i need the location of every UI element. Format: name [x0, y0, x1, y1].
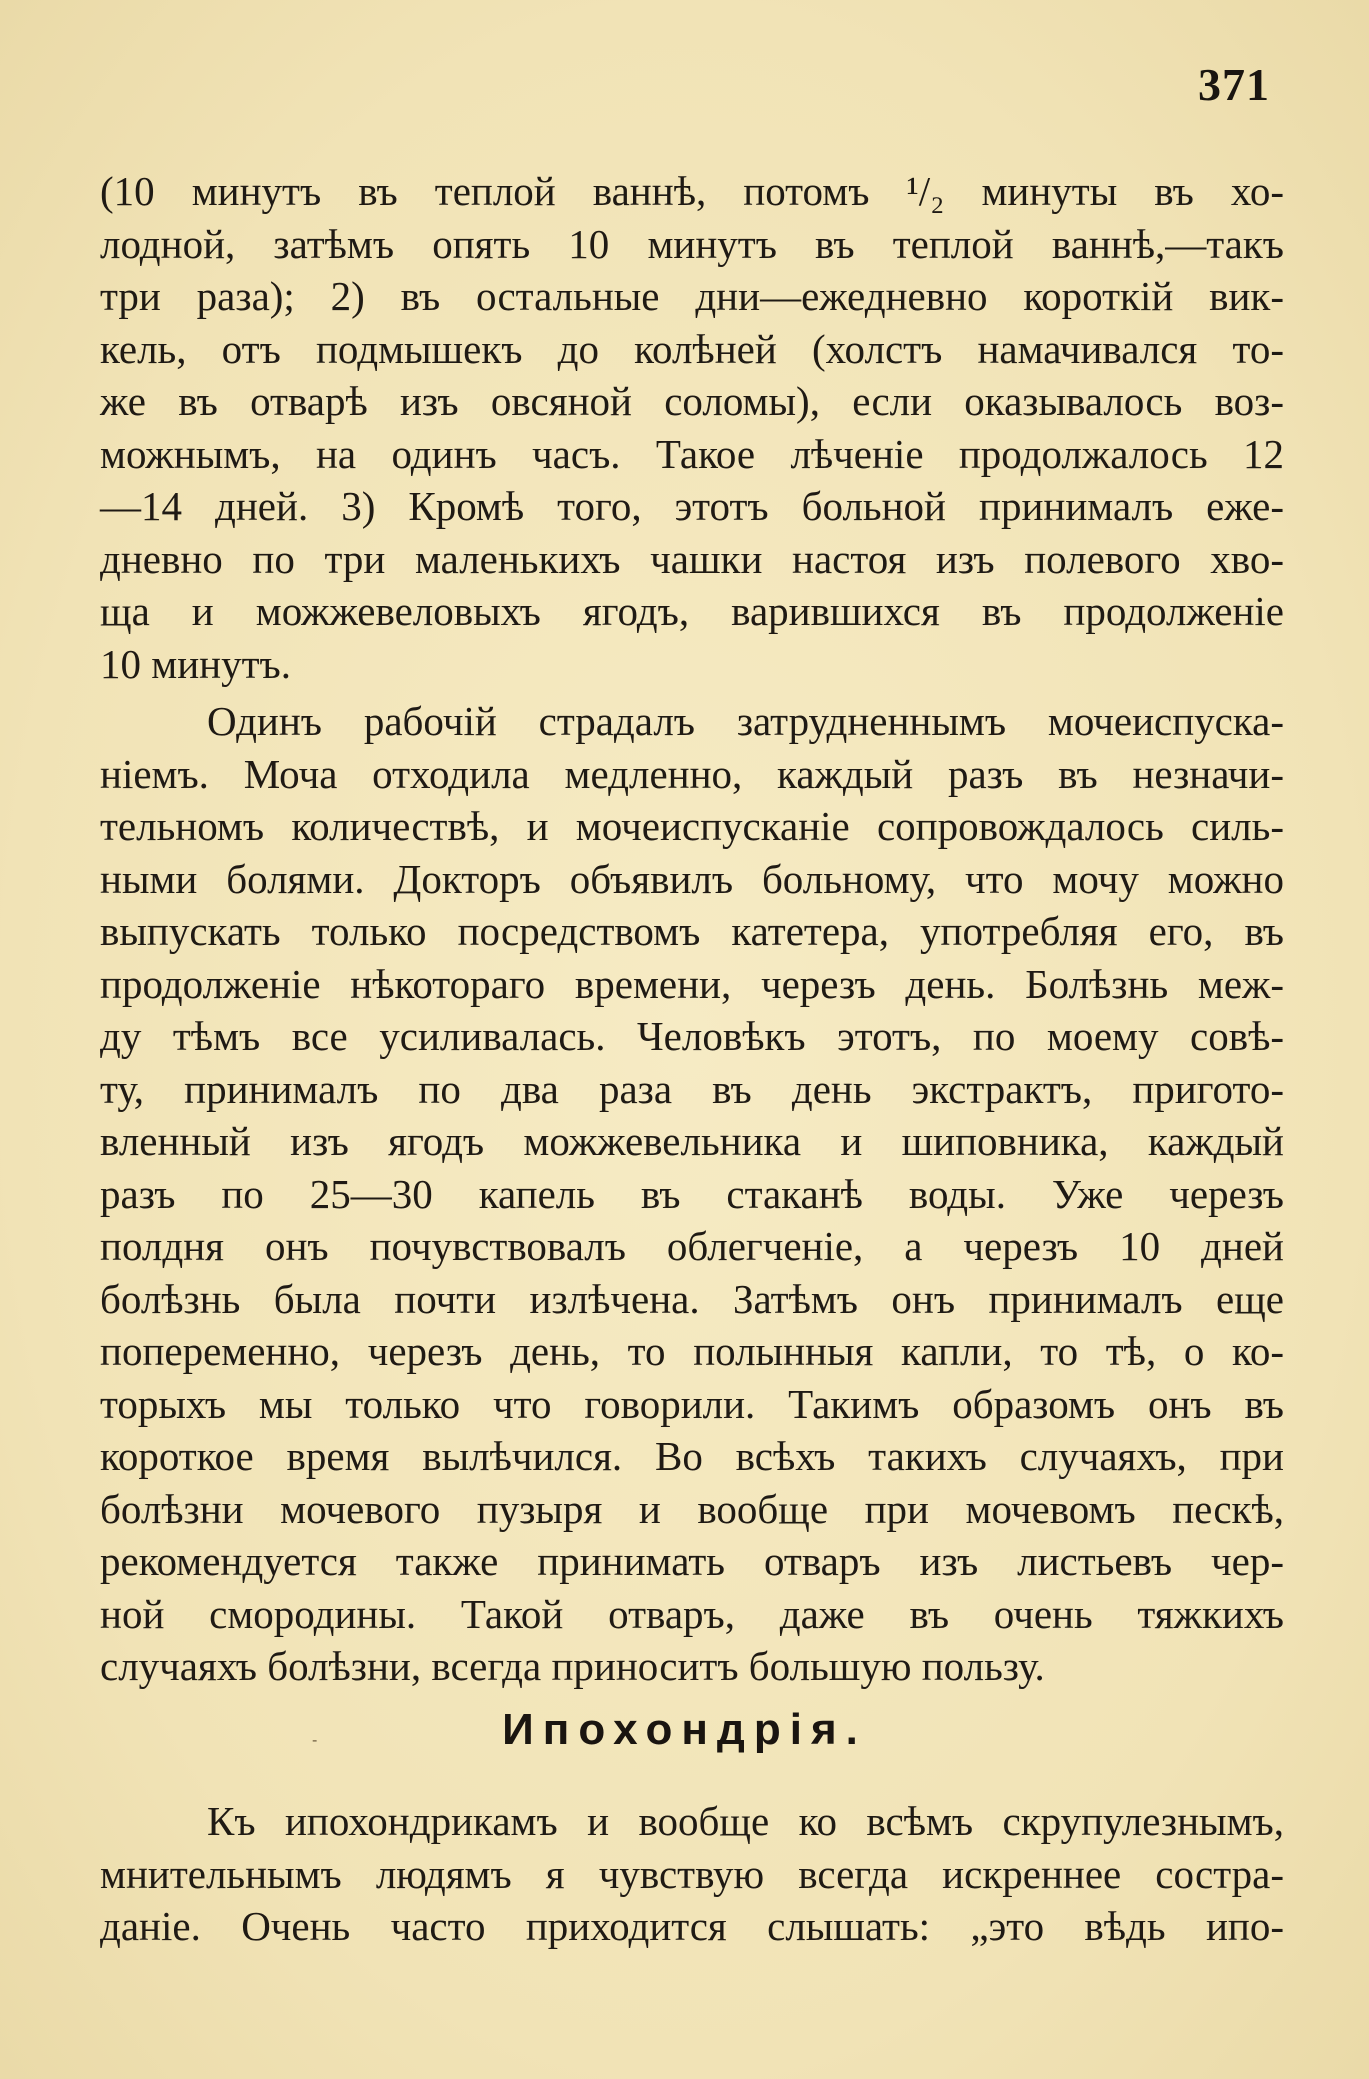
- paragraph-treatment-continued: [100, 165, 1284, 690]
- text-line: продолженіе нѣкотораго времени, черезъ день. Болѣзнь меж-: [100, 960, 1284, 1007]
- text-line: ніемъ. Моча отходила медленно, каждый разъ въ незначи-: [100, 750, 1284, 797]
- text-line: кель, отъ подмышекъ до колѣней (холстъ намачивался то-: [100, 325, 1284, 372]
- text-line: болѣзни мочевого пузыря и вообще при мочевомъ пескѣ,: [100, 1485, 1284, 1532]
- section-heading: Ипохондрія.: [502, 1705, 867, 1754]
- text-line: Къ ипохондрикамъ и вообще ко всѣмъ скрупулезнымъ,: [207, 1798, 1284, 1844]
- text-line: дневно по три маленькихъ чашки настоя изъ полевого хво-: [100, 535, 1284, 582]
- text-line: тельномъ количествѣ, и мочеиспусканіе сопровождалось силь-: [100, 803, 1284, 849]
- text-line: (10 минутъ въ теплой ваннѣ, потомъ ¹/₂ минуты въ хо-: [100, 168, 1284, 214]
- text-line: рекомендуется также принимать отваръ изъ листьевъ чер-: [100, 1538, 1284, 1584]
- text-line: ной смородины. Такой отваръ, даже въ очень тяжкихъ: [100, 1590, 1284, 1637]
- page-number: 371: [1198, 59, 1270, 110]
- text-line: случаяхъ болѣзни, всегда приноситъ большую пользу.: [100, 1643, 1045, 1689]
- text-line: торыхъ мы только что говорили. Такимъ образомъ онъ въ: [100, 1380, 1284, 1427]
- text-line: вленный изъ ягодъ можжевельника и шиповника, каждый: [100, 1118, 1284, 1164]
- text-line: даніе. Очень часто приходится слышать: „это вѣдь ипо-: [100, 1903, 1284, 1949]
- text-line: Одинъ рабочій страдалъ затрудненнымъ мочеиспуска-: [207, 698, 1284, 744]
- paragraph-hypochondria: [100, 1795, 1284, 1953]
- text-line: же въ отварѣ изъ овсяной соломы), если оказывалось воз-: [100, 378, 1284, 424]
- text-line: выпускать только посредствомъ катетера, употребляя его, въ: [100, 908, 1284, 954]
- text-line: болѣзнь была почти излѣчена. Затѣмъ онъ принималъ еще: [100, 1275, 1284, 1322]
- text-line: ту, принималъ по два раза въ день экстрактъ, пригото-: [100, 1065, 1284, 1112]
- text-line: лодной, затѣмъ опять 10 минутъ въ теплой ваннѣ,—такъ: [100, 220, 1284, 267]
- paragraph-urinary-case: [100, 695, 1284, 1693]
- text-line: 10 минутъ.: [100, 640, 291, 687]
- text-line: ща и можжевеловыхъ ягодъ, варившихся въ продолженіе: [100, 588, 1284, 634]
- text-line: можнымъ, на одинъ часъ. Такое лѣченіе продолжалось 12: [100, 430, 1284, 477]
- text-line: мнительнымъ людямъ я чувствую всегда искреннее состра-: [100, 1850, 1284, 1897]
- text-line: полдня онъ почувствовалъ облегченіе, а черезъ 10 дней: [100, 1223, 1284, 1269]
- text-line: разъ по 25—30 капель въ стаканѣ воды. Уже черезъ: [100, 1170, 1284, 1217]
- text-line: короткое время вылѣчился. Во всѣхъ такихъ случаяхъ, при: [100, 1433, 1284, 1479]
- margin-mark: -: [312, 1732, 318, 1749]
- text-line: ду тѣмъ все усиливалась. Человѣкъ этотъ, по моему совѣ-: [100, 1013, 1284, 1059]
- text-line: три раза); 2) въ остальные дни—ежедневно короткій вик-: [100, 273, 1284, 319]
- text-line: попеременно, черезъ день, то полынныя капли, то тѣ, о ко-: [100, 1328, 1284, 1374]
- text-line: —14 дней. 3) Кромѣ того, этотъ больной принималъ еже-: [100, 483, 1284, 529]
- text-line: ными болями. Докторъ объявилъ больному, что мочу можно: [100, 855, 1284, 902]
